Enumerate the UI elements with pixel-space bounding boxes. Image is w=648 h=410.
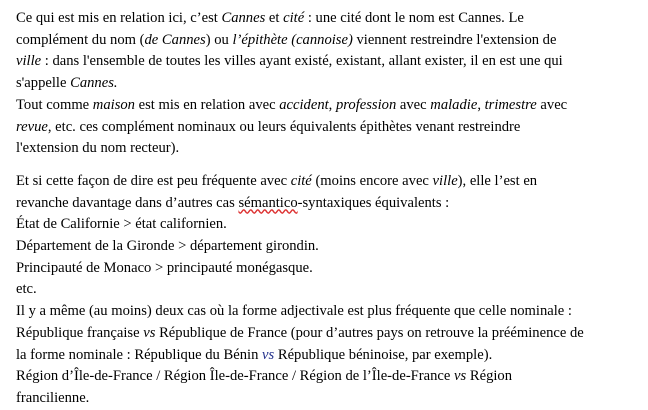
text-run: République béninoise, par exemple). [274, 346, 493, 363]
text-run: Ce qui est mis en relation ici, c’est [16, 10, 222, 26]
spellcheck-flagged-word[interactable]: sémantico [238, 194, 298, 211]
text-run: Et si cette façon de dire est peu fréquente avec [16, 172, 291, 189]
text-line [16, 117, 642, 139]
italic-term: Cannes [221, 10, 266, 26]
text-run: est mis en relation avec [134, 96, 280, 113]
text-line: francilienne. [16, 389, 90, 406]
text-line: etc. [16, 281, 37, 298]
italic-term: Cannes. [70, 75, 118, 92]
italic-term: revue [16, 118, 48, 135]
text-run: Région d’Île-de-France / Région Île-de-France / Région de l’Île-de-France [16, 368, 455, 385]
italic-term: profession [335, 96, 397, 113]
italic-term: vs [262, 346, 275, 363]
text-run: République de France (pour d’autres pays on retrouve la prééminence de [155, 324, 584, 341]
italic-term: cité [290, 172, 312, 189]
paragraph-adjectival-forms [16, 171, 642, 410]
text-run: , etc. ces complément nominaux ou leurs équivalents épithètes venant restreindre [47, 118, 521, 135]
text-run: République française [16, 324, 144, 341]
text-line [16, 345, 642, 367]
text-run: viennent restreindre l'extension de [352, 31, 557, 48]
text-run: avec [396, 96, 431, 113]
text-run: : une cité dont le nom est Cannes. Le [304, 10, 524, 26]
example-line: Principauté de Monaco > principauté monégasque. [16, 259, 313, 276]
italic-term: trimestre [484, 96, 537, 113]
italic-term: de Cannes [144, 31, 206, 48]
paragraph-gap [16, 160, 642, 171]
text-line [16, 8, 642, 30]
text-run: , [328, 96, 336, 113]
text-run: la forme nominale : République du Bénin [16, 346, 263, 363]
example-line: Département de la Gironde > département girondin. [16, 238, 319, 255]
italic-term: vs [143, 324, 156, 341]
text-line [16, 30, 642, 52]
text-run: s'appelle [16, 75, 71, 92]
text-line [16, 51, 642, 73]
italic-term: l’épithète (cannoise) [232, 31, 353, 48]
paragraph-cannes [16, 8, 642, 160]
text-run: revanche davantage dans d’autres cas [16, 194, 239, 211]
text-run: et [265, 10, 284, 26]
italic-term: ville [432, 172, 458, 189]
italic-term: accident [279, 96, 329, 113]
text-run: Région [466, 368, 513, 385]
text-run: complément du nom ( [16, 31, 145, 48]
text-run: avec [536, 96, 568, 113]
text-run: -syntaxiques équivalents : [297, 194, 450, 211]
italic-term: ville [16, 53, 42, 70]
text-line: Il y a même (au moins) deux cas où la forme adjectivale est plus fréquente que celle nominale : [16, 303, 572, 320]
text-run: , [477, 96, 485, 113]
text-run: (moins encore avec [311, 172, 433, 189]
text-line: l'extension du nom recteur). [16, 140, 180, 157]
italic-term: maison [92, 96, 135, 113]
text-line [16, 323, 642, 345]
italic-term: vs [454, 368, 467, 385]
text-run: ), elle l’est en [457, 172, 538, 189]
italic-term: cité [283, 10, 305, 26]
text-line [16, 366, 642, 388]
text-run: : dans l'ensemble de toutes les villes ayant existé, existant, allant exister, il en est une qui [41, 53, 563, 70]
text-line [16, 73, 642, 95]
text-line [16, 171, 642, 193]
example-line: État de Californie > état californien. [16, 216, 227, 233]
italic-term: maladie [430, 96, 478, 113]
text-line [16, 95, 642, 117]
text-run: ) ou [205, 31, 233, 48]
text-line [16, 193, 642, 215]
text-run: Tout comme [16, 96, 93, 113]
